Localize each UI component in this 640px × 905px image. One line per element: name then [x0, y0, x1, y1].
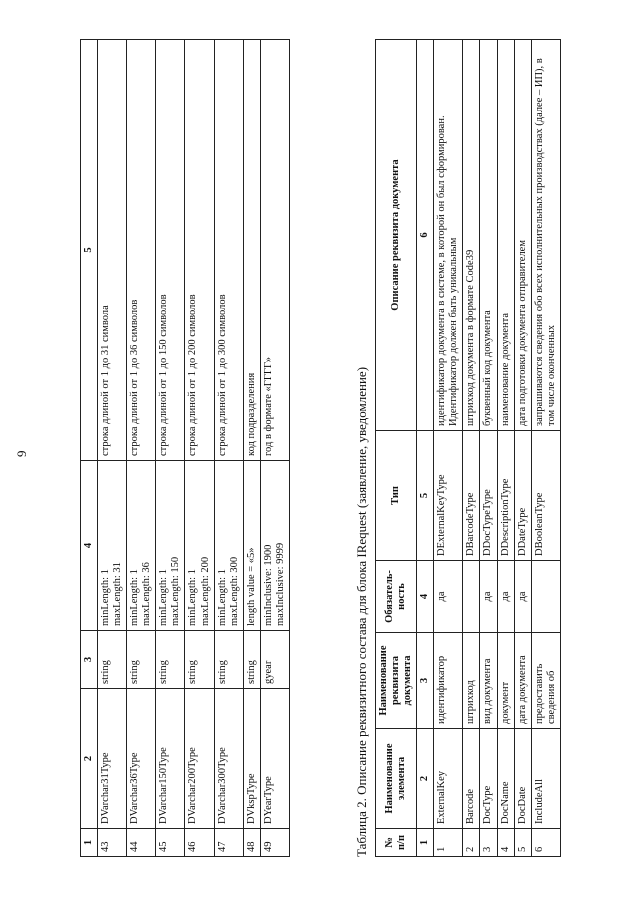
row-number: 45 — [156, 829, 185, 857]
element-type: DDateType — [514, 431, 531, 561]
type-description: строка длиной от 1 до 150 символов — [156, 40, 185, 461]
table-caption: Таблица 2. Описание реквизитного состава для блока IRequest (заявление, уведомление) — [354, 366, 369, 857]
type-description: код подразделения — [243, 40, 260, 461]
table-row — [243, 40, 260, 857]
element-type: DDescriptionType — [497, 431, 514, 561]
base-type: string — [185, 631, 214, 689]
type-description: год в формате «ГГГГ» — [260, 40, 289, 461]
requisite-name: предоставить сведения об — [531, 633, 560, 729]
table-row — [98, 40, 127, 857]
table-row — [531, 40, 560, 857]
table-row — [214, 40, 243, 857]
element-name: DocName — [497, 729, 514, 829]
column-number: 5 — [81, 40, 98, 461]
table-row — [185, 40, 214, 857]
column-number: 1 — [417, 829, 434, 857]
table-row — [156, 40, 185, 857]
element-description: дата подготовки документа отправителем — [514, 40, 531, 431]
element-type: DExternalKeyType — [434, 431, 463, 561]
column-number: 3 — [81, 631, 98, 689]
element-description: наименование документа — [497, 40, 514, 431]
type-description: строка длиной от 1 до 36 символов — [127, 40, 156, 461]
header-requisite-name: Наименование реквизита документа — [376, 633, 417, 729]
requisite-name: идентификатор — [434, 633, 463, 729]
element-type: DBooleanType — [531, 431, 560, 561]
type-description: строка длиной от 1 до 200 символов — [185, 40, 214, 461]
type-name: DVkspType — [243, 689, 260, 829]
element-name: DocType — [480, 729, 497, 829]
requisite-name: дата документа — [514, 633, 531, 729]
table-header-row — [376, 40, 417, 857]
column-number: 2 — [417, 729, 434, 829]
column-number: 2 — [81, 689, 98, 829]
restrictions: minLength: 1 maxLength: 300 — [214, 461, 243, 631]
row-number: 1 — [434, 829, 463, 857]
column-number: 4 — [417, 561, 434, 633]
mandatory-flag: да — [514, 561, 531, 633]
row-number: 47 — [214, 829, 243, 857]
row-number: 4 — [497, 829, 514, 857]
element-name: DocDate — [514, 729, 531, 829]
table-row — [463, 40, 480, 857]
header-number: № п/п — [376, 829, 417, 857]
mandatory-flag — [531, 561, 560, 633]
mandatory-flag: да — [480, 561, 497, 633]
table-row — [497, 40, 514, 857]
irequest-table — [375, 39, 561, 857]
restrictions: minLength: 1 maxLength: 150 — [156, 461, 185, 631]
row-number: 48 — [243, 829, 260, 857]
element-name: IncludeAll — [531, 729, 560, 829]
header-description: Описание реквизита документа — [376, 40, 417, 431]
restrictions: minLength: 1 maxLength: 200 — [185, 461, 214, 631]
base-type: string — [127, 631, 156, 689]
type-name: DVarchar150Type — [156, 689, 185, 829]
type-description: строка длиной от 1 до 300 символов — [214, 40, 243, 461]
column-number: 4 — [81, 461, 98, 631]
header-type: Тип — [376, 431, 417, 561]
row-number: 6 — [531, 829, 560, 857]
table-row — [260, 40, 289, 857]
element-description: штрихкод документа в формате Code39 — [463, 40, 480, 431]
type-description: строка длиной от 1 до 31 символа — [98, 40, 127, 461]
header-mandatory: Обязатель-ность — [376, 561, 417, 633]
table-header-row — [81, 40, 98, 857]
row-number: 46 — [185, 829, 214, 857]
restrictions: minLength: 1 maxLength: 36 — [127, 461, 156, 631]
mandatory-flag: да — [434, 561, 463, 633]
header-element-name: Наименование элемента — [376, 729, 417, 829]
type-name: DVarchar36Type — [127, 689, 156, 829]
table-row — [127, 40, 156, 857]
mandatory-flag — [463, 561, 480, 633]
restrictions: length value = «5» — [243, 461, 260, 631]
mandatory-flag: да — [497, 561, 514, 633]
table-row — [434, 40, 463, 857]
column-number: 6 — [417, 40, 434, 431]
column-number: 1 — [81, 829, 98, 857]
element-description: запрашиваются сведения обо всех исполнительных производствах (далее – ИП), в том числе оконченных — [531, 40, 560, 431]
requisite-name: штрихкод — [463, 633, 480, 729]
row-number: 5 — [514, 829, 531, 857]
type-name: DYearType — [260, 689, 289, 829]
element-description: буквенный код документа — [480, 40, 497, 431]
restrictions: minLength: 1 maxLength: 31 — [98, 461, 127, 631]
types-table — [80, 39, 290, 857]
element-name: ExternalKey — [434, 729, 463, 829]
row-number: 2 — [463, 829, 480, 857]
row-number: 49 — [260, 829, 289, 857]
element-name: Barcode — [463, 729, 480, 829]
table-row — [514, 40, 531, 857]
base-type: string — [243, 631, 260, 689]
table-row — [480, 40, 497, 857]
requisite-name: документ — [497, 633, 514, 729]
base-type: string — [214, 631, 243, 689]
row-number: 44 — [127, 829, 156, 857]
restrictions: minInclusive: 1900 maxInclusive: 9999 — [260, 461, 289, 631]
row-number: 43 — [98, 829, 127, 857]
element-description: идентификатор документа в системе, в которой он был сформирован. Идентификатор должен быть уникальным — [434, 40, 463, 431]
base-type: gyear — [260, 631, 289, 689]
type-name: DVarchar31Type — [98, 689, 127, 829]
column-number: 3 — [417, 633, 434, 729]
element-type: DDocTypeType — [480, 431, 497, 561]
element-type: DBarcodeType — [463, 431, 480, 561]
base-type: string — [98, 631, 127, 689]
table-column-numbers — [417, 40, 434, 857]
page-number: 9 — [14, 450, 29, 457]
base-type: string — [156, 631, 185, 689]
type-name: DVarchar200Type — [185, 689, 214, 829]
requisite-name: вид документа — [480, 633, 497, 729]
type-name: DVarchar300Type — [214, 689, 243, 829]
column-number: 5 — [417, 431, 434, 561]
row-number: 3 — [480, 829, 497, 857]
